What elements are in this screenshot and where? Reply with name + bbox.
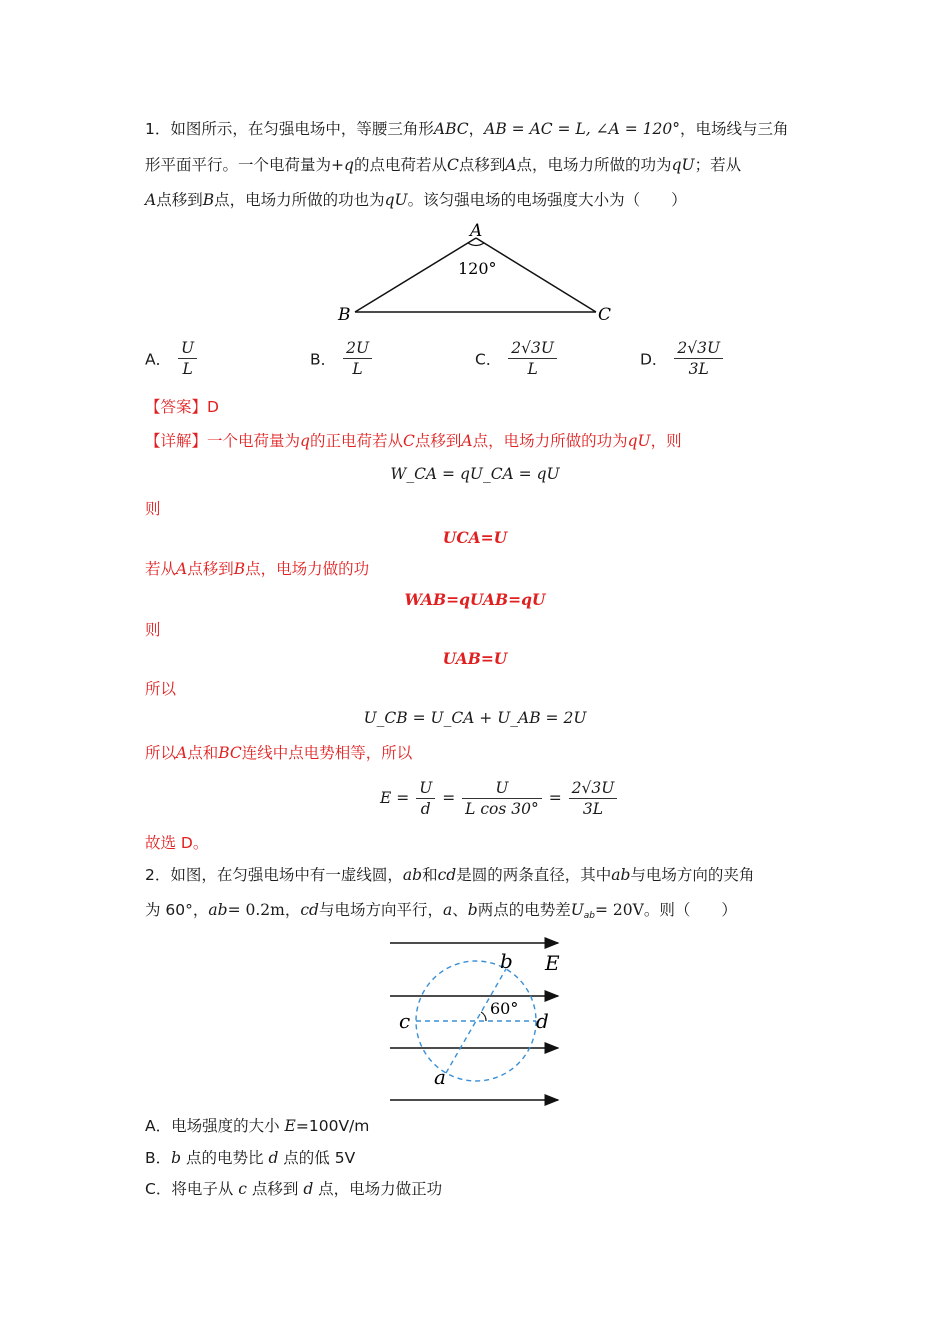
q1-eq3: WAB=qUAB=qU bbox=[404, 590, 546, 609]
q1-stem-line3: A点移到B点，电场力所做的功也为qU。该匀强电场的电场强度大小为（ ） bbox=[145, 191, 687, 209]
q1-stem-line1: 1．如图所示，在匀强电场中，等腰三角形ABC，AB = AC = L, ∠A = 120°，电场线与三角 bbox=[145, 120, 789, 138]
field-e-label: E bbox=[545, 951, 560, 975]
q1-stem-line2: 形平面平行。一个电荷量为+q的点电荷若从C点移到A点，电场力所做的功为qU；若从 bbox=[145, 156, 742, 174]
q2-stem-line1: 2．如图，在匀强电场中有一虚线圆，ab和cd是圆的两条直径，其中ab与电场方向的夹角 bbox=[145, 866, 755, 884]
q2-option-b[interactable]: B．b 点的电势比 d 点的低 5V bbox=[145, 1149, 356, 1167]
q1-then2: 则 bbox=[145, 621, 161, 639]
q1-eq2: UCA=U bbox=[442, 528, 508, 547]
q2-option-a[interactable]: A．电场强度的大小 E=100V/m bbox=[145, 1117, 370, 1135]
angle-60-label: 60° bbox=[490, 999, 519, 1018]
q1-eq6: E = $\frac{U}{d}$ = $\frac{U}{\text{L cos 30°}}$ = $\frac{2√3U}{3L}$ bbox=[380, 775, 619, 820]
q1-then1: 则 bbox=[145, 500, 161, 518]
q1-so1: 所以 bbox=[145, 680, 177, 698]
vertex-a-label: A bbox=[470, 221, 483, 241]
point-c-label: c bbox=[399, 1009, 411, 1033]
q1-option-d[interactable]: D． $\frac{2√3U}{3L}$ bbox=[640, 338, 725, 379]
angle-label: 120° bbox=[458, 259, 497, 278]
q1-so2: 所以A点和BC连线中点电势相等，所以 bbox=[145, 744, 413, 762]
q1-eq4: UAB=U bbox=[442, 649, 508, 668]
angle-arc bbox=[468, 243, 484, 246]
q2-field-figure bbox=[380, 930, 580, 1110]
point-a-label: a bbox=[434, 1065, 446, 1089]
vertex-b-label: B bbox=[338, 305, 351, 325]
q1-option-b[interactable]: B． $\frac{2U}{L}$ bbox=[310, 338, 374, 379]
point-d-label: d bbox=[536, 1009, 549, 1033]
q2-stem-line2: 为 60°，ab= 0.2m，cd与电场方向平行，a、b两点的电势差$U_{ab}= 20V$。则（ ） bbox=[145, 901, 737, 921]
q1-line-if: 若从A点移到B点，电场力做的功 bbox=[145, 560, 370, 578]
point-b-label: b bbox=[500, 949, 513, 973]
q1-detail-line1: 【详解】一个电荷量为q的正电荷若从C点移到A点，电场力所做的功为qU，则 bbox=[145, 432, 682, 450]
q1-triangle-figure bbox=[330, 220, 630, 330]
vertex-c-label: C bbox=[598, 305, 612, 325]
angle-arc-60 bbox=[481, 1012, 486, 1021]
q1-option-c[interactable]: C． $\frac{2√3U}{L}$ bbox=[475, 338, 559, 379]
q1-eq1: W_CA = qU_CA = qU bbox=[390, 465, 560, 483]
q1-option-a[interactable]: A． $\frac{U}{L}$ bbox=[145, 338, 199, 379]
q1-conclusion: 故选 D。 bbox=[145, 834, 209, 852]
q1-answer: 【答案】D bbox=[145, 398, 219, 416]
q1-eq5: U_CB = U_CA + U_AB = 2U bbox=[363, 709, 587, 727]
q2-option-c[interactable]: C．将电子从 c 点移到 d 点，电场力做正功 bbox=[145, 1180, 443, 1198]
